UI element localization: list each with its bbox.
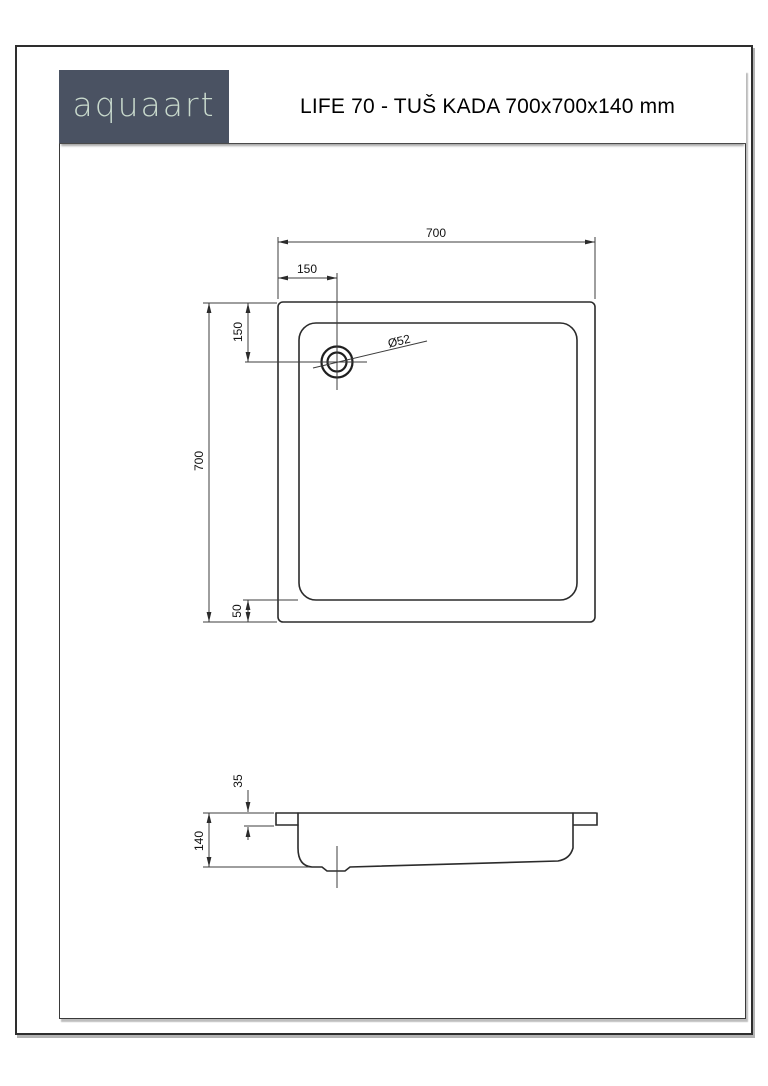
dim-total-height-label: 140	[192, 830, 206, 852]
side-view	[192, 774, 597, 888]
drain-diameter-label: Ø52	[386, 331, 412, 351]
top-view-inner-edge	[299, 323, 577, 600]
brand-logo-text: aquaart	[72, 85, 216, 124]
dim-overall-width-label: 700	[425, 226, 447, 240]
side-view-right-rim-tab	[574, 813, 597, 825]
dim-overall-height-label: 700	[192, 450, 206, 472]
page-title: LIFE 70 - TUŠ KADA 700x700x140 mm	[299, 94, 676, 118]
side-view-left-rim-tab	[276, 813, 298, 825]
dim-drain-offset-y-label: 150	[231, 321, 245, 343]
dim-rim-depth-label: 35	[231, 774, 245, 788]
side-view-basin-profile	[298, 813, 573, 871]
top-view	[192, 226, 595, 622]
dim-drain-offset-x-label: 150	[296, 262, 318, 276]
dim-rim-width-label: 50	[230, 604, 244, 618]
